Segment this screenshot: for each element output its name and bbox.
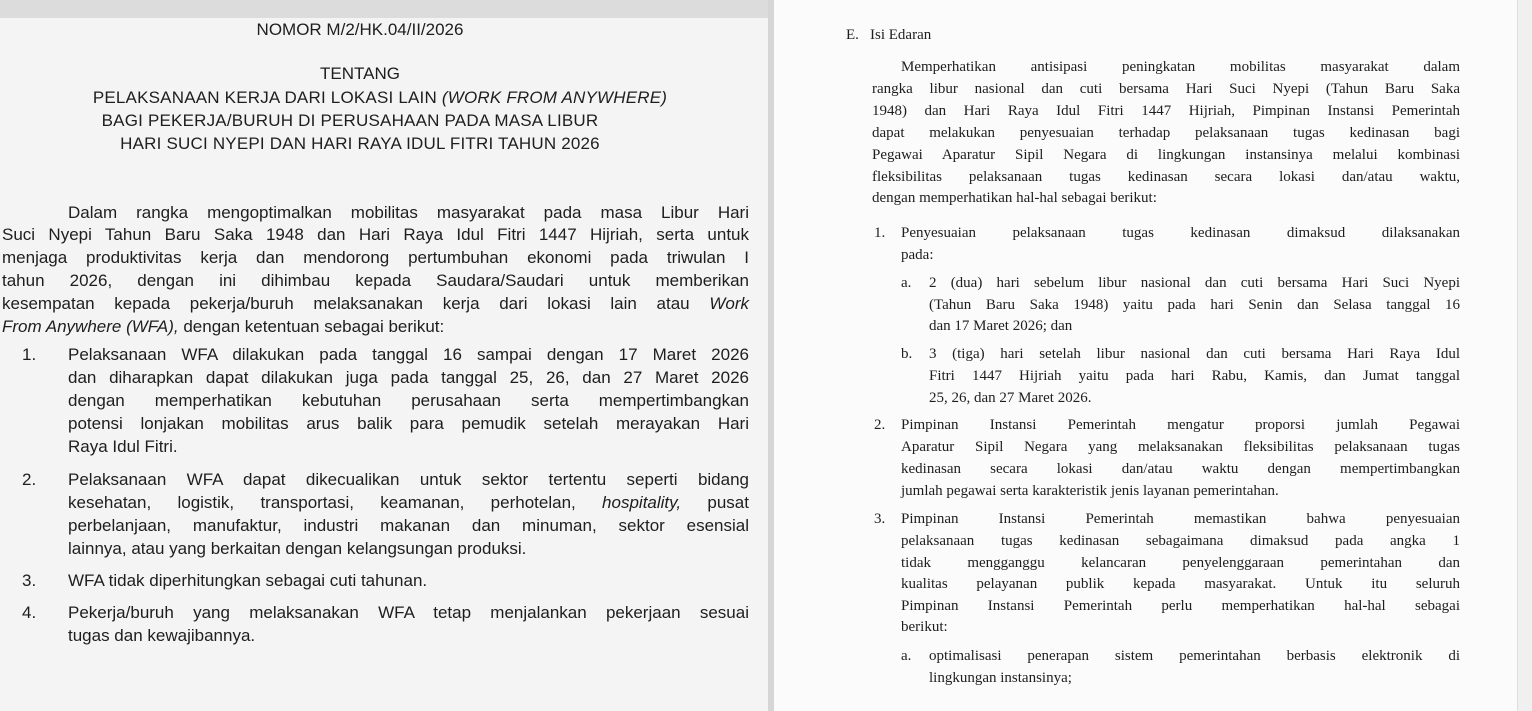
intro-text: kesempatan kepada pekerja/buruh melaksanakan kerja dari lokasi lain atau — [2, 294, 710, 313]
paragraph-line: dapat melakukan penyesuaian terhadap pelaksanaan tugas kedinasan bagi — [872, 125, 1460, 141]
intro-line-3: menjaga produktivitas kerja dan mendorong pertumbuhan ekonomi pada triwulan I — [2, 248, 749, 267]
paragraph-line: 1948) dan Hari Raya Idul Fitri 1447 Hijriah, Pimpinan Instansi Pemerintah — [872, 103, 1460, 119]
page-right-edge — [1517, 0, 1532, 711]
paragraph-line: Pegawai Aparatur Sipil Negara di lingkungan instansinya melalui kombinasi — [872, 147, 1460, 163]
item-line: Pimpinan Instansi Pemerintah memastikan bahwa penyesuaian — [901, 511, 1460, 527]
item-text: kesehatan, logistik, transportasi, keamanan, perhotelan, — [68, 493, 603, 512]
item-line: Pelaksanaan WFA dilakukan pada tanggal 16 sampai dengan 17 Maret 2026 — [68, 345, 749, 364]
title-italic-text: (WORK FROM ANYWHERE) — [441, 88, 668, 107]
paragraph-line: rangka libur nasional dan cuti bersama Hari Suci Nyepi (Tahun Baru Saka — [872, 81, 1460, 97]
decree-title-line-1 — [20, 88, 740, 108]
item-number: 2. — [874, 417, 886, 433]
intro-line-6 — [2, 317, 444, 336]
sub-item-line: 25, 26, dan 27 Maret 2026. — [929, 390, 1092, 406]
item-line: berikut: — [901, 619, 948, 635]
intro-line-1: Dalam rangka mengoptimalkan mobilitas masyarakat pada masa Libur Hari — [68, 203, 749, 222]
item-line: Aparatur Sipil Negara yang melaksanakan fleksibilitas pelaksanaan tugas — [901, 439, 1460, 455]
sub-item-line: 2 (dua) hari sebelum libur nasional dan cuti bersama Hari Suci Nyepi — [929, 275, 1460, 291]
item-line: lainnya, atau yang berkaitan dengan kelangsungan produksi. — [68, 539, 527, 558]
item-line: potensi lonjakan mobilitas arus balik para pemudik setelah merayakan Hari — [68, 414, 749, 433]
intro-italic-text: From Anywhere (WFA), — [2, 317, 179, 336]
title-text: PELAKSANAAN KERJA DARI LOKASI LAIN — [92, 88, 442, 107]
paragraph-line: Memperhatikan antisipasi peningkatan mobilitas masyarakat dalam — [901, 59, 1460, 75]
item-number: 1. — [874, 225, 886, 241]
item-line: WFA tidak diperhitungkan sebagai cuti tahunan. — [68, 571, 428, 590]
item-number: 3. — [22, 571, 37, 590]
item-number: 4. — [22, 603, 37, 622]
item-line: Pimpinan Instansi Pemerintah perlu memperhatikan hal-hal sebagai — [901, 598, 1460, 614]
sub-item-line: lingkungan instansinya; — [929, 670, 1072, 686]
intro-italic-text: Work — [709, 294, 749, 313]
item-line: dengan memperhatikan kebutuhan perusahaan serta mempertimbangkan — [68, 391, 749, 410]
item-line: kualitas pelayanan publik kepada masyarakat. Untuk itu seluruh — [901, 576, 1460, 592]
sub-item-line: dan 17 Maret 2026; dan — [929, 318, 1073, 334]
item-line: pelaksanaan tugas kedinasan sebagaimana dimaksud pada angka 1 — [901, 533, 1460, 549]
item-line: jumlah pegawai serta karakteristik jenis layanan pemerintahan. — [901, 483, 1279, 499]
tentang-heading: TENTANG — [320, 64, 400, 83]
item-line: Raya Idul Fitri. — [68, 437, 178, 456]
sub-item-letter: b. — [901, 346, 913, 362]
decree-title-line-3: HARI SUCI NYEPI DAN HARI RAYA IDUL FITRI TAHUN 2026 — [120, 134, 600, 153]
item-line: kedinasan secara lokasi dan/atau waktu dengan mempertimbangkan — [901, 461, 1460, 477]
item-line: perbelanjaan, manufaktur, industri makanan dan minuman, sektor esensial — [68, 516, 749, 535]
sub-item-line: 3 (tiga) hari setelah libur nasional dan cuti bersama Hari Raya Idul — [929, 346, 1460, 362]
item-line: pada: — [901, 247, 934, 263]
section-title: Isi Edaran — [870, 27, 932, 43]
right-document-page — [774, 0, 1532, 711]
item-line: Pelaksanaan WFA dapat dikecualikan untuk sektor tertentu seperti bidang — [68, 470, 749, 489]
paragraph-line: dengan memperhatikan hal-hal sebagai berikut: — [872, 190, 1157, 206]
intro-line-4: tahun 2026, dengan ini dihimbau kepada Saudara/Saudari untuk memberikan — [2, 271, 749, 290]
intro-text: dengan ketentuan sebagai berikut: — [178, 317, 445, 336]
item-line: Pimpinan Instansi Pemerintah mengatur proporsi jumlah Pegawai — [901, 417, 1460, 433]
sub-item-line: Fitri 1447 Hijriah yaitu pada hari Rabu, Kamis, dan Jumat tanggal — [929, 368, 1460, 384]
item-number: 1. — [22, 345, 37, 364]
item-line: tidak mengganggu kelancaran penyelenggaraan pemerintahan dan — [901, 555, 1460, 571]
item-italic-text: hospitality, — [602, 493, 682, 512]
sub-item-letter: a. — [901, 275, 912, 291]
paragraph-line: fleksibilitas pelaksanaan tugas kedinasan secara lokasi dan/atau waktu, — [872, 169, 1460, 185]
decree-number: NOMOR M/2/HK.04/II/2026 — [256, 20, 464, 39]
item-line: tugas dan kewajibannya. — [68, 626, 256, 645]
intro-line-5 — [2, 294, 749, 313]
item-line: Penyesuaian pelaksanaan tugas kedinasan dimaksud dilaksanakan — [901, 225, 1460, 241]
item-number: 3. — [874, 511, 886, 527]
item-text: pusat — [681, 493, 749, 512]
intro-line-2: Suci Nyepi Tahun Baru Saka 1948 dan Hari Raya Idul Fitri 1447 Hijriah, serta untuk — [2, 225, 749, 244]
section-letter: E. — [846, 27, 859, 43]
item-line: dan diharapkan dapat dilakukan juga pada tanggal 25, 26, dan 27 Maret 2026 — [68, 368, 749, 387]
sub-item-line: (Tahun Baru Saka 1948) yaitu pada hari Senin dan Selasa tanggal 16 — [929, 297, 1460, 313]
item-line — [68, 493, 749, 512]
page-top-shadow — [0, 0, 768, 18]
item-line: Pekerja/buruh yang melaksanakan WFA tetap menjalankan pekerjaan sesuai — [68, 603, 749, 622]
sub-item-line: optimalisasi penerapan sistem pemerintahan berbasis elektronik di — [929, 648, 1460, 664]
decree-title-line-2: BAGI PEKERJA/BURUH DI PERUSAHAAN PADA MASA LIBUR — [101, 111, 599, 130]
sub-item-letter: a. — [901, 648, 912, 664]
item-number: 2. — [22, 470, 37, 489]
